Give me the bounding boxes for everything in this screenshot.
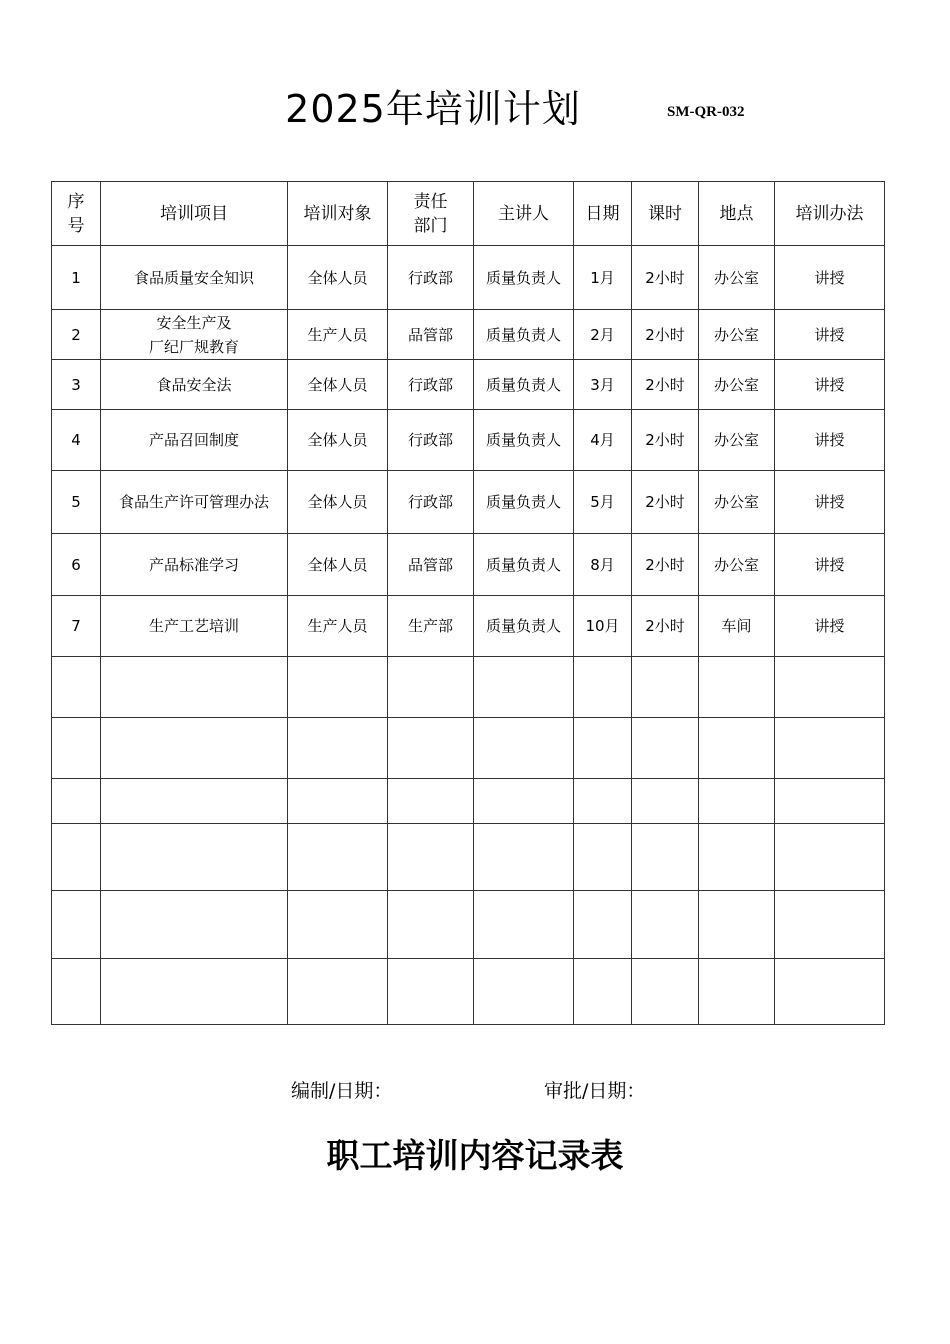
cell-location	[699, 824, 775, 891]
cell-seq	[52, 824, 101, 891]
cell-speaker: 质量负责人	[474, 471, 574, 534]
cell-date: 10月	[574, 596, 632, 657]
cell-hours: 2小时	[632, 310, 699, 360]
cell-speaker	[474, 657, 574, 718]
cell-seq: 7	[52, 596, 101, 657]
cell-item	[101, 657, 288, 718]
cell-method: 讲授	[775, 246, 885, 310]
cell-seq: 3	[52, 360, 101, 410]
document-title: 2025年培训计划	[285, 87, 581, 131]
cell-item: 生产工艺培训	[101, 596, 288, 657]
column-header-speaker: 主讲人	[474, 182, 574, 246]
cell-audience: 全体人员	[288, 246, 388, 310]
cell-seq: 4	[52, 410, 101, 471]
compiled-by-date-label: 编制/日期：	[291, 1080, 393, 1102]
cell-item	[101, 824, 288, 891]
table-row	[52, 718, 885, 779]
cell-location: 办公室	[699, 246, 775, 310]
cell-seq: 1	[52, 246, 101, 310]
cell-method	[775, 891, 885, 959]
approved-by-date-label: 审批/日期：	[544, 1080, 646, 1102]
cell-date	[574, 824, 632, 891]
cell-seq	[52, 718, 101, 779]
cell-audience: 全体人员	[288, 471, 388, 534]
column-header-audience: 培训对象	[288, 182, 388, 246]
cell-method	[775, 959, 885, 1025]
table-row	[52, 779, 885, 824]
cell-location: 办公室	[699, 360, 775, 410]
cell-item: 食品安全法	[101, 360, 288, 410]
cell-speaker	[474, 718, 574, 779]
cell-date	[574, 779, 632, 824]
cell-method	[775, 824, 885, 891]
table-row	[52, 596, 885, 657]
table-row	[52, 410, 885, 471]
table-row	[52, 824, 885, 891]
cell-location	[699, 718, 775, 779]
cell-department: 行政部	[388, 360, 474, 410]
table-row	[52, 959, 885, 1025]
cell-location: 车间	[699, 596, 775, 657]
cell-item	[101, 959, 288, 1025]
cell-date	[574, 891, 632, 959]
cell-seq	[52, 779, 101, 824]
cell-seq: 5	[52, 471, 101, 534]
cell-department: 行政部	[388, 246, 474, 310]
cell-date: 2月	[574, 310, 632, 360]
table-row	[52, 471, 885, 534]
cell-location	[699, 891, 775, 959]
training-plan-table	[51, 181, 885, 1025]
cell-audience	[288, 891, 388, 959]
column-header-hours: 课时	[632, 182, 699, 246]
cell-department: 行政部	[388, 410, 474, 471]
column-header-department	[388, 182, 474, 246]
cell-audience	[288, 657, 388, 718]
cell-speaker	[474, 959, 574, 1025]
cell-date: 8月	[574, 534, 632, 596]
cell-department: 行政部	[388, 471, 474, 534]
column-header-department-text: 责任 部门	[413, 191, 448, 236]
cell-item: 产品召回制度	[101, 410, 288, 471]
cell-date	[574, 959, 632, 1025]
cell-location	[699, 657, 775, 718]
table-row	[52, 360, 885, 410]
cell-location: 办公室	[699, 534, 775, 596]
cell-method	[775, 779, 885, 824]
cell-hours	[632, 779, 699, 824]
cell-hours: 2小时	[632, 471, 699, 534]
cell-location	[699, 959, 775, 1025]
cell-audience: 全体人员	[288, 360, 388, 410]
cell-location	[699, 779, 775, 824]
record-table-title: 职工培训内容记录表	[326, 1136, 624, 1175]
table-row	[52, 657, 885, 718]
table-row	[52, 534, 885, 596]
cell-department	[388, 824, 474, 891]
column-header-location: 地点	[699, 182, 775, 246]
cell-method: 讲授	[775, 534, 885, 596]
table-header-row	[52, 182, 885, 246]
cell-item	[101, 779, 288, 824]
table-body	[52, 246, 885, 1025]
cell-seq: 2	[52, 310, 101, 360]
cell-item	[101, 891, 288, 959]
cell-seq: 6	[52, 534, 101, 596]
cell-hours: 2小时	[632, 360, 699, 410]
cell-method: 讲授	[775, 471, 885, 534]
cell-audience: 全体人员	[288, 410, 388, 471]
cell-speaker: 质量负责人	[474, 310, 574, 360]
cell-location: 办公室	[699, 471, 775, 534]
column-header-seq-text: 序 号	[67, 191, 85, 236]
cell-location: 办公室	[699, 410, 775, 471]
cell-item: 食品生产许可管理办法	[101, 471, 288, 534]
cell-hours: 2小时	[632, 534, 699, 596]
cell-method	[775, 718, 885, 779]
cell-hours	[632, 824, 699, 891]
table-row	[52, 246, 885, 310]
cell-item: 安全生产及 厂纪厂规教育	[101, 310, 288, 360]
cell-department	[388, 718, 474, 779]
cell-department	[388, 779, 474, 824]
cell-hours	[632, 959, 699, 1025]
cell-seq	[52, 959, 101, 1025]
column-header-date: 日期	[574, 182, 632, 246]
cell-audience: 全体人员	[288, 534, 388, 596]
cell-date	[574, 718, 632, 779]
cell-hours: 2小时	[632, 246, 699, 310]
cell-speaker: 质量负责人	[474, 246, 574, 310]
cell-method: 讲授	[775, 360, 885, 410]
cell-item: 食品质量安全知识	[101, 246, 288, 310]
cell-department	[388, 959, 474, 1025]
cell-audience	[288, 718, 388, 779]
cell-audience	[288, 959, 388, 1025]
cell-audience: 生产人员	[288, 596, 388, 657]
cell-item: 产品标准学习	[101, 534, 288, 596]
cell-item	[101, 718, 288, 779]
cell-speaker	[474, 779, 574, 824]
cell-speaker	[474, 824, 574, 891]
cell-speaker: 质量负责人	[474, 596, 574, 657]
table-row	[52, 310, 885, 360]
cell-hours	[632, 657, 699, 718]
cell-date: 5月	[574, 471, 632, 534]
table-row	[52, 891, 885, 959]
cell-speaker: 质量负责人	[474, 534, 574, 596]
cell-method: 讲授	[775, 310, 885, 360]
cell-location: 办公室	[699, 310, 775, 360]
cell-seq	[52, 657, 101, 718]
column-header-method: 培训办法	[775, 182, 885, 246]
cell-date: 3月	[574, 360, 632, 410]
cell-speaker: 质量负责人	[474, 360, 574, 410]
cell-audience	[288, 779, 388, 824]
cell-method: 讲授	[775, 596, 885, 657]
cell-department: 生产部	[388, 596, 474, 657]
cell-department: 品管部	[388, 310, 474, 360]
cell-hours: 2小时	[632, 596, 699, 657]
column-header-seq	[52, 182, 101, 246]
document-code: SM-QR-032	[667, 104, 745, 120]
cell-speaker: 质量负责人	[474, 410, 574, 471]
cell-department: 品管部	[388, 534, 474, 596]
cell-seq	[52, 891, 101, 959]
cell-department	[388, 891, 474, 959]
cell-department	[388, 657, 474, 718]
cell-speaker	[474, 891, 574, 959]
cell-date: 1月	[574, 246, 632, 310]
cell-method	[775, 657, 885, 718]
cell-hours	[632, 718, 699, 779]
cell-date	[574, 657, 632, 718]
cell-audience	[288, 824, 388, 891]
cell-date: 4月	[574, 410, 632, 471]
cell-audience: 生产人员	[288, 310, 388, 360]
cell-method: 讲授	[775, 410, 885, 471]
cell-hours	[632, 891, 699, 959]
cell-hours: 2小时	[632, 410, 699, 471]
column-header-item: 培训项目	[101, 182, 288, 246]
